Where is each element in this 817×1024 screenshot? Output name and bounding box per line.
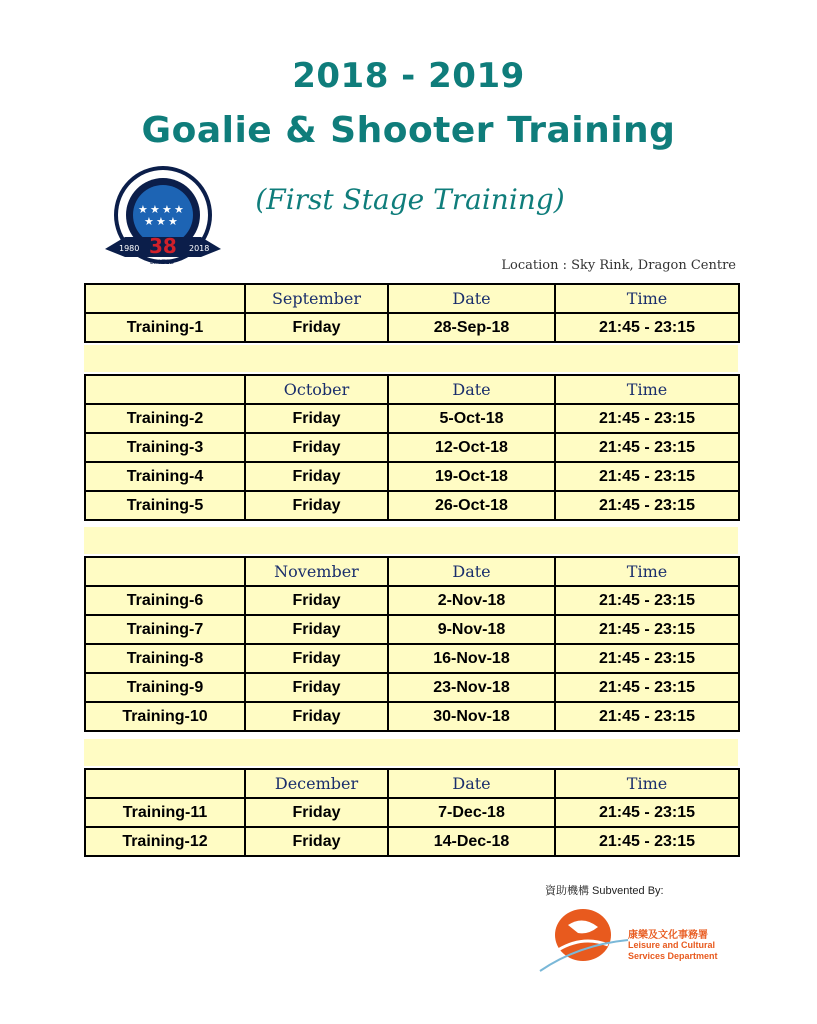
date-cell: 30-Nov-18	[388, 702, 555, 731]
session-cell: Training-9	[85, 673, 245, 702]
session-cell: Training-4	[85, 462, 245, 491]
subtitle: (First Stage Training)	[255, 183, 565, 216]
table-header-row	[85, 557, 739, 586]
table-row	[85, 615, 739, 644]
session-cell: Training-8	[85, 644, 245, 673]
session-cell: Training-12	[85, 827, 245, 856]
month-name: December	[245, 769, 388, 798]
table-header-row	[85, 284, 739, 313]
logo-year-right: 2018	[189, 244, 210, 253]
date-header: Date	[388, 557, 555, 586]
spacer-row	[84, 527, 738, 554]
session-cell: Training-7	[85, 615, 245, 644]
date-header: Date	[388, 375, 555, 404]
day-cell: Friday	[245, 313, 388, 342]
table-row	[85, 827, 739, 856]
blank-header-cell	[85, 284, 245, 313]
month-table-september	[84, 283, 738, 343]
date-header: Date	[388, 769, 555, 798]
time-header: Time	[555, 375, 739, 404]
time-cell: 21:45 - 23:15	[555, 702, 739, 731]
time-cell: 21:45 - 23:15	[555, 827, 739, 856]
svg-text:★: ★	[138, 203, 148, 216]
session-cell: Training-10	[85, 702, 245, 731]
page-title: Goalie & Shooter Training	[141, 110, 676, 151]
date-cell: 26-Oct-18	[388, 491, 555, 520]
month-table-december	[84, 768, 738, 857]
time-cell: 21:45 - 23:15	[555, 313, 739, 342]
time-header: Time	[555, 557, 739, 586]
time-header: Time	[555, 769, 739, 798]
day-cell: Friday	[245, 798, 388, 827]
table-header-row	[85, 375, 739, 404]
time-cell: 21:45 - 23:15	[555, 615, 739, 644]
date-cell: 9-Nov-18	[388, 615, 555, 644]
session-cell: Training-5	[85, 491, 245, 520]
date-cell: 16-Nov-18	[388, 644, 555, 673]
day-cell: Friday	[245, 615, 388, 644]
subvented-by-label: 資助機構 Subvented By:	[545, 885, 664, 897]
time-cell: 21:45 - 23:15	[555, 462, 739, 491]
date-cell: 23-Nov-18	[388, 673, 555, 702]
table-row	[85, 644, 739, 673]
table-row	[85, 313, 739, 342]
month-table-october	[84, 374, 738, 521]
time-cell: 21:45 - 23:15	[555, 644, 739, 673]
time-cell: 21:45 - 23:15	[555, 491, 739, 520]
date-header: Date	[388, 284, 555, 313]
session-cell: Training-11	[85, 798, 245, 827]
table-row	[85, 586, 739, 615]
date-cell: 7-Dec-18	[388, 798, 555, 827]
day-cell: Friday	[245, 462, 388, 491]
day-cell: Friday	[245, 491, 388, 520]
blank-header-cell	[85, 769, 245, 798]
table-row	[85, 673, 739, 702]
logo-banner: LIMITED	[150, 259, 175, 266]
table-row	[85, 702, 739, 731]
day-cell: Friday	[245, 586, 388, 615]
session-cell: Training-6	[85, 586, 245, 615]
date-cell: 5-Oct-18	[388, 404, 555, 433]
session-cell: Training-2	[85, 404, 245, 433]
svg-text:★: ★	[174, 203, 184, 216]
session-cell: Training-1	[85, 313, 245, 342]
time-header: Time	[555, 284, 739, 313]
time-cell: 21:45 - 23:15	[555, 673, 739, 702]
date-cell: 14-Dec-18	[388, 827, 555, 856]
table-row	[85, 462, 739, 491]
year-range-title: 2018 - 2019	[292, 56, 525, 96]
month-name: November	[245, 557, 388, 586]
logo-anniversary: 38	[149, 234, 177, 258]
spacer-row	[84, 739, 738, 766]
month-name: October	[245, 375, 388, 404]
month-table-november	[84, 556, 738, 732]
table-row	[85, 404, 739, 433]
svg-text:★: ★	[168, 215, 178, 228]
date-cell: 12-Oct-18	[388, 433, 555, 462]
session-cell: Training-3	[85, 433, 245, 462]
month-name: September	[245, 284, 388, 313]
logo-year-left: 1980	[119, 244, 140, 253]
hockey-association-logo	[103, 165, 223, 273]
lcsd-name-line1: Leisure and Cultural	[628, 940, 716, 950]
time-cell: 21:45 - 23:15	[555, 433, 739, 462]
svg-text:★: ★	[156, 215, 166, 228]
svg-text:★: ★	[162, 203, 172, 216]
date-cell: 2-Nov-18	[388, 586, 555, 615]
spacer-row	[84, 345, 738, 372]
blank-header-cell	[85, 557, 245, 586]
table-row	[85, 798, 739, 827]
day-cell: Friday	[245, 644, 388, 673]
time-cell: 21:45 - 23:15	[555, 404, 739, 433]
table-row	[85, 433, 739, 462]
day-cell: Friday	[245, 404, 388, 433]
day-cell: Friday	[245, 433, 388, 462]
location-label: Location : Sky Rink, Dragon Centre	[501, 258, 736, 273]
table-row	[85, 491, 739, 520]
svg-text:★: ★	[150, 203, 160, 216]
date-cell: 28-Sep-18	[388, 313, 555, 342]
lcsd-chinese-name: 康樂及文化事務署	[628, 930, 708, 941]
date-cell: 19-Oct-18	[388, 462, 555, 491]
time-cell: 21:45 - 23:15	[555, 586, 739, 615]
blank-header-cell	[85, 375, 245, 404]
lcsd-name-line2: Services Department	[628, 951, 718, 961]
day-cell: Friday	[245, 702, 388, 731]
day-cell: Friday	[245, 827, 388, 856]
day-cell: Friday	[245, 673, 388, 702]
table-header-row	[85, 769, 739, 798]
time-cell: 21:45 - 23:15	[555, 798, 739, 827]
svg-text:★: ★	[144, 215, 154, 228]
